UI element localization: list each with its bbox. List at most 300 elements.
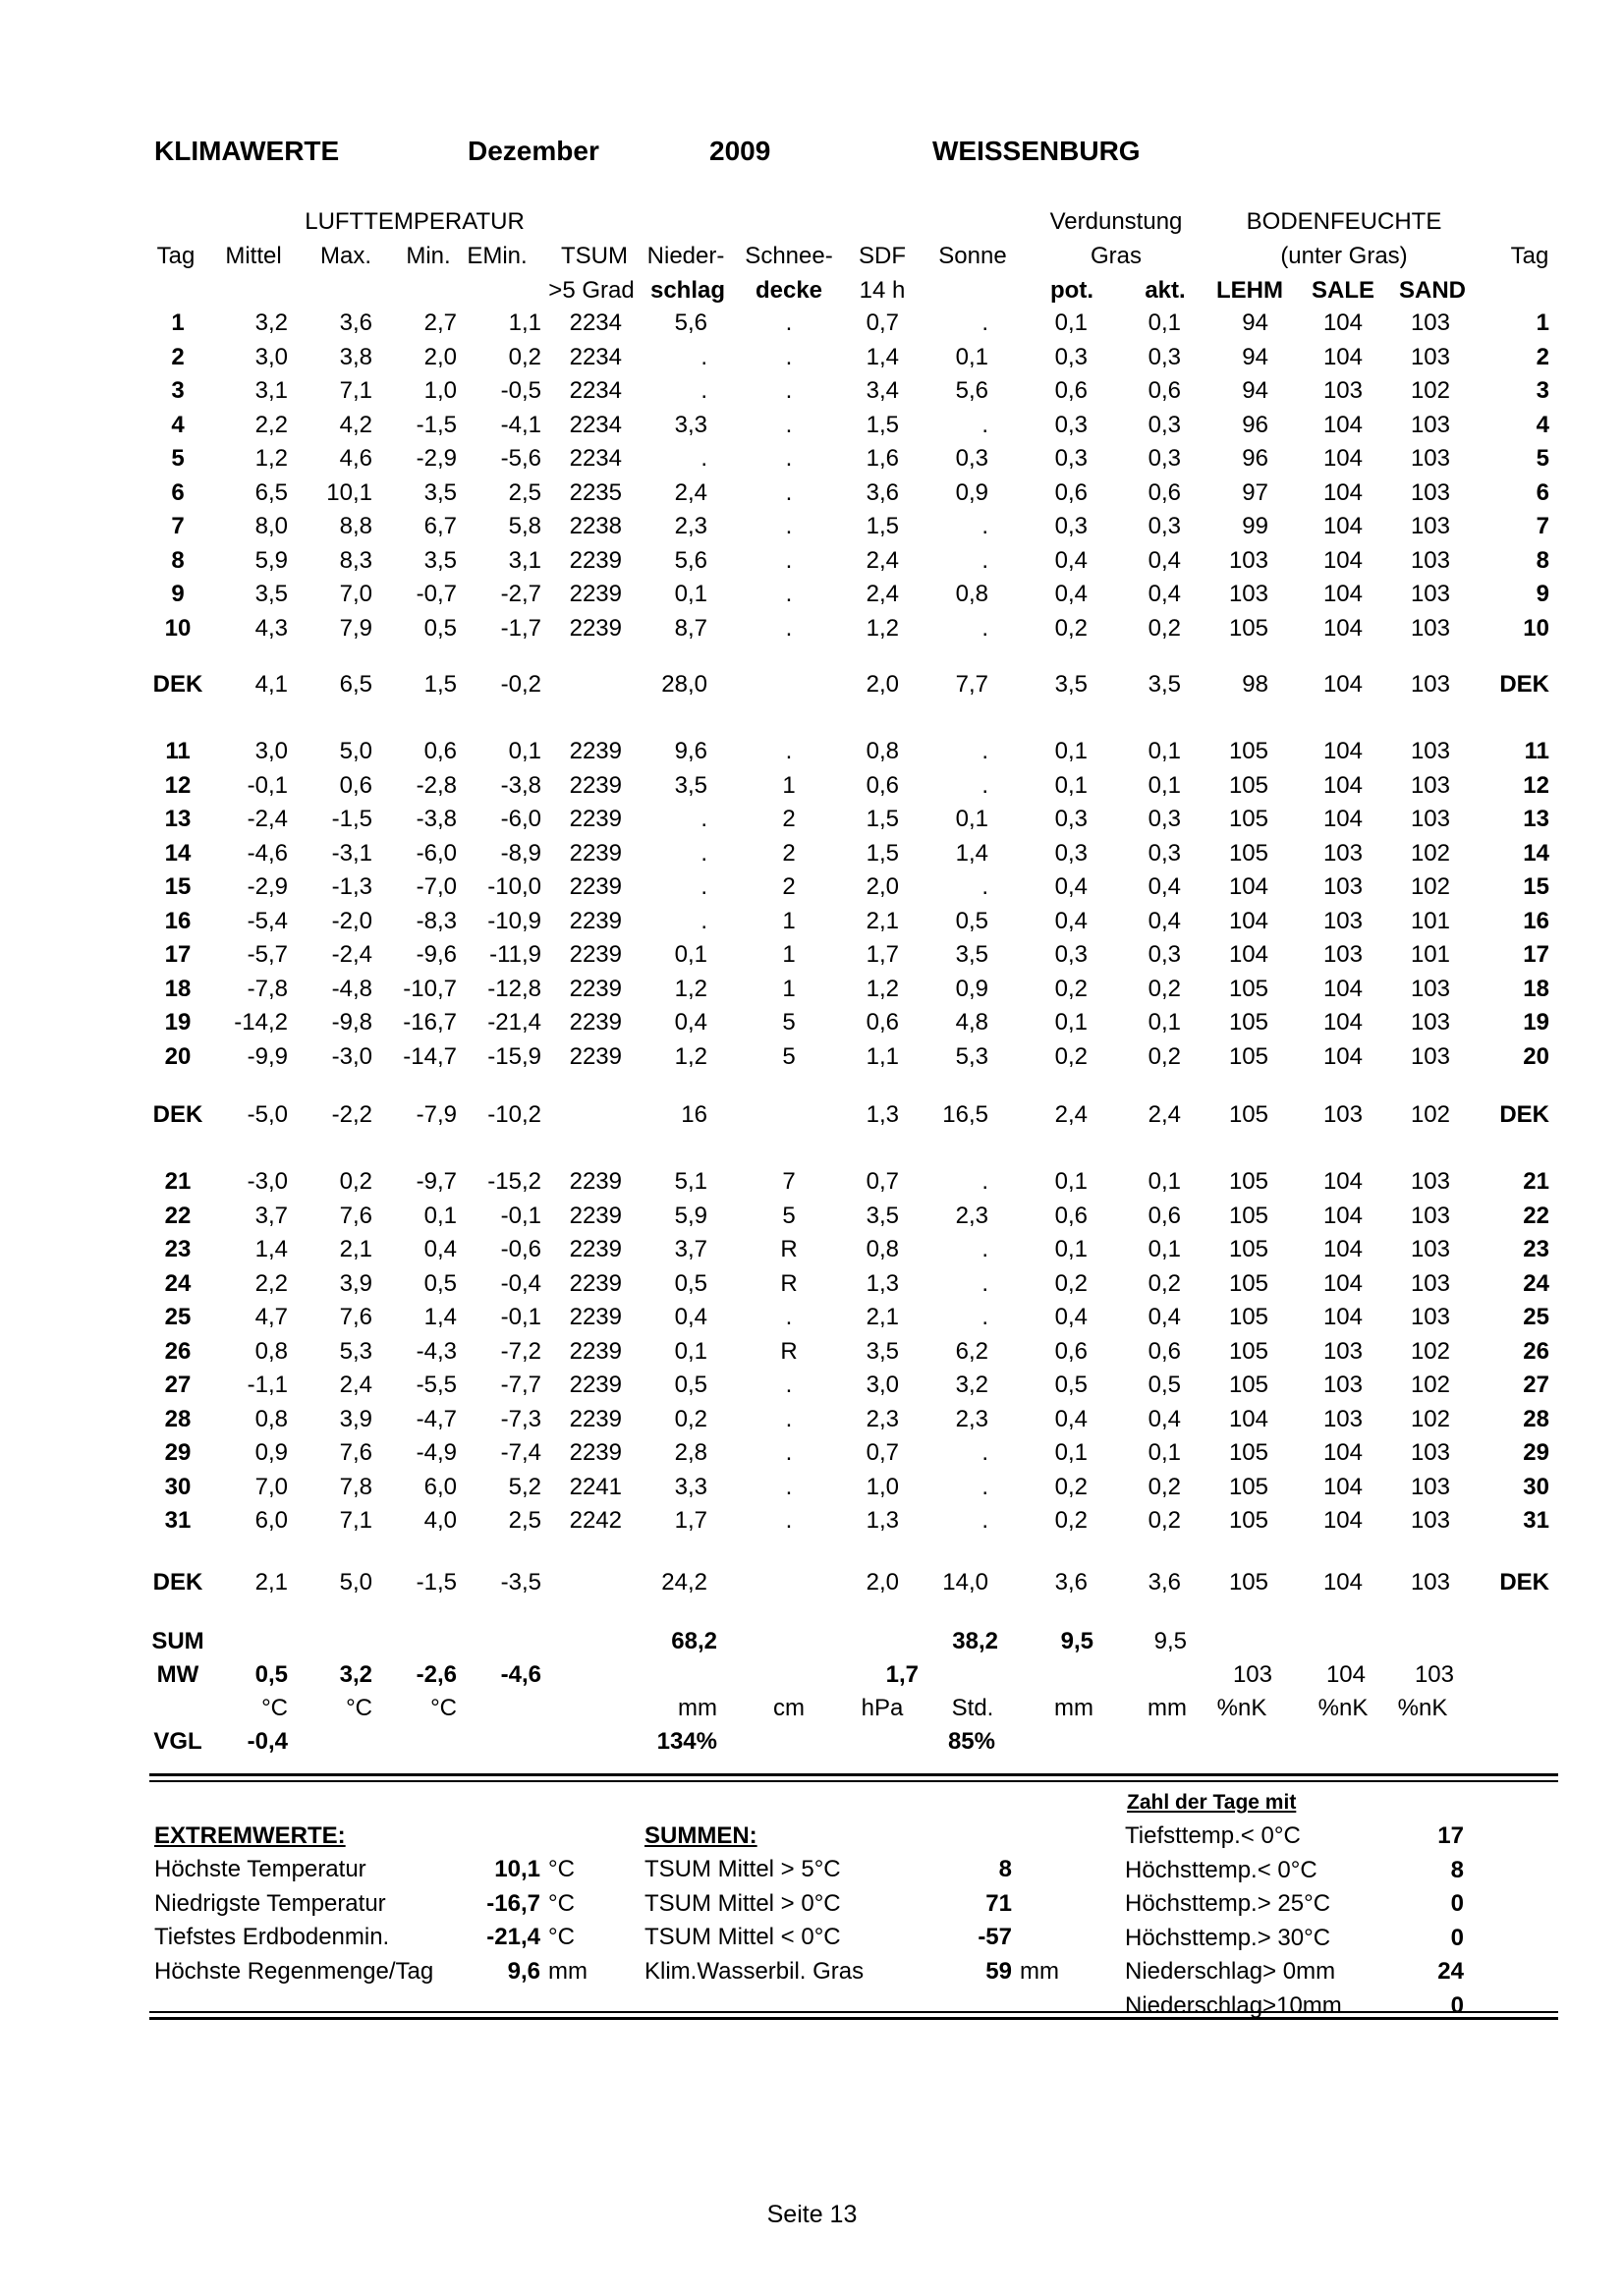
cell-sonne: 2,3 <box>955 1202 988 1229</box>
cell-nieder: 24,2 <box>661 1569 707 1596</box>
cell-sonne: . <box>981 1236 988 1262</box>
cell-tsum: 2239 <box>569 581 622 607</box>
extrem-value: -21,4 <box>486 1924 540 1950</box>
cell-schnee: . <box>785 445 793 472</box>
header-sonne: Sonne <box>938 243 1007 269</box>
title-month: Dezember <box>468 136 599 166</box>
cell-pot: 0,1 <box>1054 771 1088 799</box>
cell-sand: 102 <box>1410 839 1450 867</box>
cell-lehm: 105 <box>1228 614 1268 642</box>
cell-sale: 104 <box>1322 671 1363 698</box>
cell-schnee: R <box>780 1236 798 1262</box>
cell-nieder: 0,1 <box>674 941 707 968</box>
cell-pot: 0,2 <box>1054 1473 1088 1500</box>
cell-nieder: 2,4 <box>674 478 707 506</box>
cell-schnee: . <box>785 377 793 404</box>
header-max: Max. <box>319 243 372 269</box>
cell-akt: 3,5 <box>1148 671 1181 698</box>
cell-nieder: 9,6 <box>674 738 707 764</box>
cell-sand: 103 <box>1410 445 1450 472</box>
cell-akt: 0,4 <box>1148 1304 1181 1330</box>
cell-pot: 3,5 <box>1054 671 1088 698</box>
cell-nieder: 0,5 <box>674 1269 707 1297</box>
cell-sonne: . <box>981 1304 988 1330</box>
cell-sand: 101 <box>1410 941 1450 968</box>
cell-nieder: . <box>700 873 707 900</box>
cell-lehm: 105 <box>1228 806 1268 832</box>
page-number: Seite 13 <box>766 2201 858 2228</box>
cell-tag-right: 8 <box>1536 546 1549 574</box>
cell-lehm: 98 <box>1242 671 1268 698</box>
cell-emin: -6,0 <box>500 806 541 832</box>
cell-schnee: . <box>785 411 793 438</box>
cell-tsum: 2239 <box>569 839 622 867</box>
cell-tag-right: 12 <box>1523 771 1549 799</box>
cell-mittel: 2,2 <box>254 1269 288 1297</box>
summen-heading: SUMMEN: <box>644 1822 757 1849</box>
cell-schnee: 1 <box>782 771 796 799</box>
cell-sonne: 0,9 <box>955 478 988 506</box>
unit-max: °C <box>346 1695 372 1721</box>
cell-max: 5,0 <box>339 1569 372 1596</box>
cell-sand: 102 <box>1410 377 1450 404</box>
cell-min: 0,6 <box>423 738 457 764</box>
cell-tag: 23 <box>164 1236 192 1262</box>
unit-akt: mm <box>1148 1695 1187 1721</box>
cell-akt: 3,6 <box>1148 1569 1181 1596</box>
cell-schnee: 1 <box>782 941 796 968</box>
mw-emin: -4,6 <box>500 1661 541 1688</box>
cell-emin: -3,8 <box>500 771 541 799</box>
cell-sand: 102 <box>1410 1337 1450 1365</box>
cell-pot: 0,3 <box>1054 343 1088 370</box>
cell-sale: 104 <box>1322 445 1363 472</box>
vgl-sonne: 85% <box>947 1728 995 1755</box>
cell-sonne: 6,2 <box>955 1337 988 1365</box>
cell-sdf: 3,0 <box>866 1372 899 1398</box>
cell-tag: 2 <box>171 343 185 370</box>
cell-sale: 104 <box>1322 1569 1363 1596</box>
cell-sand: 103 <box>1410 546 1450 574</box>
summen-label: Klim.Wasserbil. Gras <box>644 1957 865 1985</box>
cell-lehm: 97 <box>1242 478 1268 506</box>
cell-emin: -7,7 <box>500 1372 541 1398</box>
extrem-label: Tiefstes Erdbodenmin. <box>154 1924 390 1950</box>
cell-max: 0,6 <box>339 771 372 799</box>
unit-sonne: Std. <box>951 1695 994 1721</box>
cell-mittel: 3,5 <box>254 581 288 607</box>
extrem-unit: °C <box>548 1856 575 1882</box>
cell-pot: 0,2 <box>1054 975 1088 1002</box>
cell-sonne: 0,1 <box>955 343 988 370</box>
cell-nieder: 2,3 <box>674 513 707 539</box>
cell-tag: 12 <box>164 771 192 799</box>
cell-max: 7,0 <box>339 581 372 607</box>
sum-pot: 9,5 <box>1060 1628 1093 1654</box>
cell-tsum: 2239 <box>569 546 622 574</box>
cell-sonne: 5,3 <box>955 1042 988 1070</box>
cell-sdf: 1,3 <box>866 1101 899 1128</box>
cell-nieder: 0,4 <box>674 1009 707 1036</box>
cell-sonne: 16,5 <box>942 1101 988 1128</box>
cell-tag-right: DEK <box>1499 1101 1549 1128</box>
cell-akt: 0,4 <box>1148 873 1181 900</box>
extrem-label: Höchste Regenmenge/Tag <box>154 1957 434 1985</box>
cell-tsum: 2239 <box>569 975 622 1002</box>
cell-min: -7,0 <box>416 873 457 900</box>
cell-sale: 104 <box>1322 1009 1363 1036</box>
cell-sonne: 1,4 <box>955 839 988 867</box>
cell-akt: 0,6 <box>1148 1202 1181 1229</box>
cell-lehm: 105 <box>1228 771 1268 799</box>
cell-emin: -0,4 <box>500 1269 541 1297</box>
tage-value: 17 <box>1437 1822 1464 1849</box>
cell-sonne: 0,1 <box>955 806 988 832</box>
cell-min: 0,5 <box>423 1269 457 1297</box>
cell-pot: 0,6 <box>1054 1337 1088 1365</box>
cell-akt: 0,2 <box>1148 1269 1181 1297</box>
cell-tag: 21 <box>164 1168 192 1195</box>
cell-sale: 104 <box>1322 343 1363 370</box>
cell-emin: 1,1 <box>508 309 541 336</box>
tage-value: 0 <box>1450 1924 1464 1951</box>
cell-lehm: 104 <box>1228 873 1268 900</box>
cell-min: 3,5 <box>423 478 457 506</box>
cell-tag: 4 <box>171 411 185 438</box>
cell-tag-right: 19 <box>1523 1009 1549 1036</box>
summen-value: -57 <box>978 1924 1012 1950</box>
header-bodenfeuchte: BODENFEUCHTE <box>1246 208 1442 235</box>
cell-sdf: 1,1 <box>866 1042 899 1070</box>
cell-pot: 0,4 <box>1054 907 1088 934</box>
cell-sand: 103 <box>1410 1202 1450 1229</box>
cell-schnee: 1 <box>782 975 796 1002</box>
cell-tag-right: DEK <box>1499 1569 1549 1596</box>
cell-pot: 0,4 <box>1054 873 1088 900</box>
cell-tag: 10 <box>164 614 192 642</box>
cell-sale: 104 <box>1322 771 1363 799</box>
cell-tag-right: 5 <box>1536 445 1549 472</box>
unit-sale: %nK <box>1317 1695 1369 1721</box>
cell-schnee: . <box>785 1473 793 1500</box>
cell-tag-right: 16 <box>1523 907 1549 934</box>
cell-min: -10,7 <box>403 975 457 1002</box>
cell-sdf: 1,4 <box>866 343 899 370</box>
cell-nieder: 3,3 <box>674 1473 707 1500</box>
cell-mittel: -2,4 <box>247 806 288 832</box>
cell-tag-right: 20 <box>1523 1042 1549 1070</box>
cell-sale: 103 <box>1322 873 1363 900</box>
vgl-mittel: -0,4 <box>247 1728 288 1755</box>
cell-sdf: 3,6 <box>866 478 899 506</box>
tage-value: 8 <box>1450 1856 1464 1883</box>
cell-pot: 0,4 <box>1054 546 1088 574</box>
cell-lehm: 105 <box>1228 1507 1268 1534</box>
cell-emin: -10,9 <box>487 907 541 934</box>
cell-sonne: 3,5 <box>955 941 988 968</box>
cell-nieder: 0,1 <box>674 1337 707 1365</box>
cell-mittel: -3,0 <box>247 1168 288 1195</box>
cell-max: -2,0 <box>331 907 372 934</box>
header-pot: pot. <box>1050 277 1093 304</box>
header-sdf: SDF <box>859 243 906 269</box>
sum-akt: 9,5 <box>1153 1628 1187 1654</box>
cell-akt: 0,6 <box>1148 1337 1181 1365</box>
cell-min: 0,1 <box>423 1202 457 1229</box>
title-station: WEISSENBURG <box>932 136 1141 166</box>
cell-emin: -7,2 <box>500 1337 541 1365</box>
cell-sale: 104 <box>1322 581 1363 607</box>
cell-akt: 0,6 <box>1148 377 1181 404</box>
cell-schnee: . <box>785 343 793 370</box>
cell-min: 0,5 <box>423 614 457 642</box>
title-label: KLIMAWERTE <box>154 136 340 166</box>
cell-max: 8,3 <box>339 546 372 574</box>
cell-mittel: 8,0 <box>254 513 288 539</box>
cell-tag: 13 <box>164 806 192 832</box>
cell-tsum: 2241 <box>569 1473 622 1500</box>
cell-min: -6,0 <box>416 839 457 867</box>
header-sdf-unit: 14 h <box>859 277 906 304</box>
cell-akt: 0,3 <box>1148 513 1181 539</box>
tage-value: 0 <box>1450 1991 1464 2019</box>
cell-min: -0,7 <box>416 581 457 607</box>
divider-bottom-2 <box>149 2017 1558 2020</box>
cell-sale: 104 <box>1322 1439 1363 1466</box>
tage-label: Tiefsttemp.< 0°C <box>1125 1822 1301 1849</box>
cell-sale: 104 <box>1322 1202 1363 1229</box>
cell-mittel: 4,7 <box>254 1304 288 1330</box>
cell-sdf: 0,8 <box>866 738 899 764</box>
cell-sand: 103 <box>1410 806 1450 832</box>
cell-schnee: 1 <box>782 907 796 934</box>
cell-tag-right: 1 <box>1536 309 1549 336</box>
cell-sdf: 1,5 <box>866 411 899 438</box>
cell-sand: 103 <box>1410 975 1450 1002</box>
cell-min: 1,4 <box>423 1304 457 1330</box>
cell-tag-right: 11 <box>1524 738 1549 764</box>
cell-sale: 104 <box>1322 975 1363 1002</box>
cell-min: -9,7 <box>416 1168 457 1195</box>
cell-nieder: . <box>700 377 707 404</box>
cell-tag: 30 <box>164 1473 192 1500</box>
cell-pot: 0,3 <box>1054 806 1088 832</box>
cell-sonne: 0,3 <box>955 445 988 472</box>
cell-akt: 0,1 <box>1148 1009 1181 1036</box>
extrem-unit: °C <box>548 1924 575 1950</box>
cell-nieder: 5,6 <box>674 309 707 336</box>
cell-lehm: 105 <box>1228 1042 1268 1070</box>
cell-tag: 7 <box>171 513 185 539</box>
cell-sdf: 1,5 <box>866 806 899 832</box>
cell-min: -2,9 <box>416 445 457 472</box>
cell-sonne: 2,3 <box>955 1405 988 1432</box>
cell-nieder: 16 <box>681 1101 707 1128</box>
cell-sonne: . <box>981 411 988 438</box>
cell-akt: 0,2 <box>1148 1507 1181 1534</box>
cell-tag: 14 <box>164 839 192 867</box>
cell-mittel: -4,6 <box>247 839 288 867</box>
cell-tag: 1 <box>171 309 185 336</box>
cell-tag: 11 <box>165 738 191 764</box>
cell-sdf: 3,5 <box>866 1337 899 1365</box>
cell-mittel: 3,2 <box>254 309 288 336</box>
cell-tag: 17 <box>164 941 192 968</box>
cell-tsum: 2239 <box>569 771 622 799</box>
cell-sale: 104 <box>1322 806 1363 832</box>
cell-tsum: 2242 <box>569 1507 622 1534</box>
cell-sale: 104 <box>1322 478 1363 506</box>
cell-schnee: . <box>785 309 793 336</box>
cell-lehm: 105 <box>1228 1236 1268 1262</box>
cell-sdf: 1,5 <box>866 839 899 867</box>
cell-sale: 103 <box>1322 1405 1363 1432</box>
cell-pot: 0,2 <box>1054 1507 1088 1534</box>
cell-nieder: 1,2 <box>674 975 707 1002</box>
cell-tsum: 2239 <box>569 941 622 968</box>
cell-lehm: 105 <box>1228 1269 1268 1297</box>
mw-sdf: 1,7 <box>885 1661 919 1688</box>
cell-sdf: 2,3 <box>866 1405 899 1432</box>
cell-lehm: 96 <box>1242 411 1268 438</box>
cell-sale: 104 <box>1322 1168 1363 1195</box>
cell-tag-right: 28 <box>1523 1405 1549 1432</box>
cell-pot: 0,5 <box>1054 1372 1088 1398</box>
cell-pot: 0,4 <box>1054 581 1088 607</box>
cell-tsum: 2234 <box>569 309 622 336</box>
extrem-label: Niedrigste Temperatur <box>154 1889 386 1917</box>
vgl-nieder: 134% <box>656 1728 717 1755</box>
cell-tag: 9 <box>171 581 185 607</box>
cell-sdf: 1,3 <box>866 1269 899 1297</box>
cell-tag: DEK <box>152 1101 203 1128</box>
cell-tag-right: 27 <box>1523 1372 1549 1398</box>
cell-lehm: 105 <box>1228 975 1268 1002</box>
cell-sdf: 0,8 <box>866 1236 899 1262</box>
cell-pot: 0,4 <box>1054 1405 1088 1432</box>
cell-max: -3,0 <box>331 1042 372 1070</box>
summen-unit: mm <box>1020 1957 1059 1985</box>
cell-tag-right: 17 <box>1523 941 1549 968</box>
cell-max: 7,8 <box>339 1473 372 1500</box>
cell-nieder: 2,8 <box>674 1439 707 1466</box>
cell-sale: 104 <box>1322 1507 1363 1534</box>
cell-tag: 8 <box>171 546 185 574</box>
cell-tsum: 2239 <box>569 907 622 934</box>
cell-tsum: 2235 <box>569 478 622 506</box>
tage-value: 24 <box>1437 1958 1464 1985</box>
cell-akt: 0,2 <box>1148 614 1181 642</box>
cell-mittel: 2,1 <box>254 1569 288 1596</box>
cell-sand: 103 <box>1410 1042 1450 1070</box>
cell-min: 6,7 <box>423 513 457 539</box>
cell-max: -2,2 <box>331 1101 372 1128</box>
tage-label: Niederschlag> 0mm <box>1125 1958 1336 1985</box>
cell-max: 7,1 <box>339 1507 372 1534</box>
cell-min: -16,7 <box>403 1009 457 1036</box>
cell-tag: 24 <box>164 1269 192 1297</box>
cell-schnee: R <box>780 1337 798 1365</box>
cell-nieder: 28,0 <box>661 671 707 698</box>
cell-sale: 103 <box>1322 941 1363 968</box>
cell-tag: 16 <box>164 907 192 934</box>
cell-sale: 104 <box>1322 738 1363 764</box>
cell-sonne: 14,0 <box>942 1569 988 1596</box>
cell-akt: 0,1 <box>1148 309 1181 336</box>
cell-tag: 19 <box>164 1009 192 1036</box>
cell-akt: 0,3 <box>1148 411 1181 438</box>
cell-sonne: . <box>981 873 988 900</box>
cell-max: 4,6 <box>339 445 372 472</box>
cell-min: -1,5 <box>416 1569 457 1596</box>
cell-tag: 3 <box>171 377 185 404</box>
cell-max: 3,9 <box>339 1269 372 1297</box>
mw-mittel: 0,5 <box>254 1661 288 1688</box>
cell-nieder: 5,9 <box>674 1202 707 1229</box>
cell-min: -5,5 <box>416 1372 457 1398</box>
cell-mittel: 0,8 <box>254 1405 288 1432</box>
cell-schnee: 2 <box>782 839 796 867</box>
cell-nieder: . <box>700 806 707 832</box>
cell-pot: 3,6 <box>1054 1569 1088 1596</box>
cell-emin: 2,5 <box>508 1507 541 1534</box>
cell-tsum: 2239 <box>569 1202 622 1229</box>
cell-sale: 104 <box>1322 614 1363 642</box>
cell-sand: 103 <box>1410 738 1450 764</box>
cell-schnee: 5 <box>782 1202 796 1229</box>
cell-tsum: 2239 <box>569 1236 622 1262</box>
cell-max: -3,1 <box>331 839 372 867</box>
cell-tsum: 2238 <box>569 513 622 539</box>
cell-tsum: 2234 <box>569 445 622 472</box>
cell-sonne: . <box>981 309 988 336</box>
cell-sale: 104 <box>1322 309 1363 336</box>
cell-emin: -15,9 <box>487 1042 541 1070</box>
cell-sonne: 0,9 <box>955 975 988 1002</box>
cell-sand: 103 <box>1410 343 1450 370</box>
cell-sdf: 0,6 <box>866 1009 899 1036</box>
cell-emin: 3,1 <box>508 546 541 574</box>
cell-sdf: 3,4 <box>866 377 899 404</box>
cell-tag: 20 <box>164 1042 192 1070</box>
cell-tag-right: 21 <box>1523 1168 1549 1195</box>
cell-sand: 101 <box>1410 907 1450 934</box>
cell-sdf: 1,7 <box>866 941 899 968</box>
cell-tag: 22 <box>164 1202 192 1229</box>
cell-emin: -0,1 <box>500 1304 541 1330</box>
cell-tag-right: 14 <box>1523 839 1549 867</box>
cell-schnee: . <box>785 1372 793 1398</box>
cell-nieder: 8,7 <box>674 614 707 642</box>
cell-tag-right: 22 <box>1523 1202 1549 1229</box>
header-unter-gras: (unter Gras) <box>1280 243 1408 269</box>
cell-sonne: 4,8 <box>955 1009 988 1036</box>
cell-lehm: 105 <box>1228 1304 1268 1330</box>
cell-pot: 0,3 <box>1054 411 1088 438</box>
cell-emin: -10,2 <box>487 1101 541 1128</box>
cell-sand: 103 <box>1410 1569 1450 1596</box>
cell-tsum: 2239 <box>569 1009 622 1036</box>
cell-tsum: 2239 <box>569 1372 622 1398</box>
cell-akt: 0,5 <box>1148 1372 1181 1398</box>
cell-tsum: 2239 <box>569 806 622 832</box>
divider-bottom-1 <box>149 2011 1558 2013</box>
cell-lehm: 105 <box>1228 1372 1268 1398</box>
cell-sonne: . <box>981 1473 988 1500</box>
cell-schnee: . <box>785 1507 793 1534</box>
cell-max: 10,1 <box>326 478 372 506</box>
cell-tag-right: 25 <box>1523 1304 1549 1330</box>
